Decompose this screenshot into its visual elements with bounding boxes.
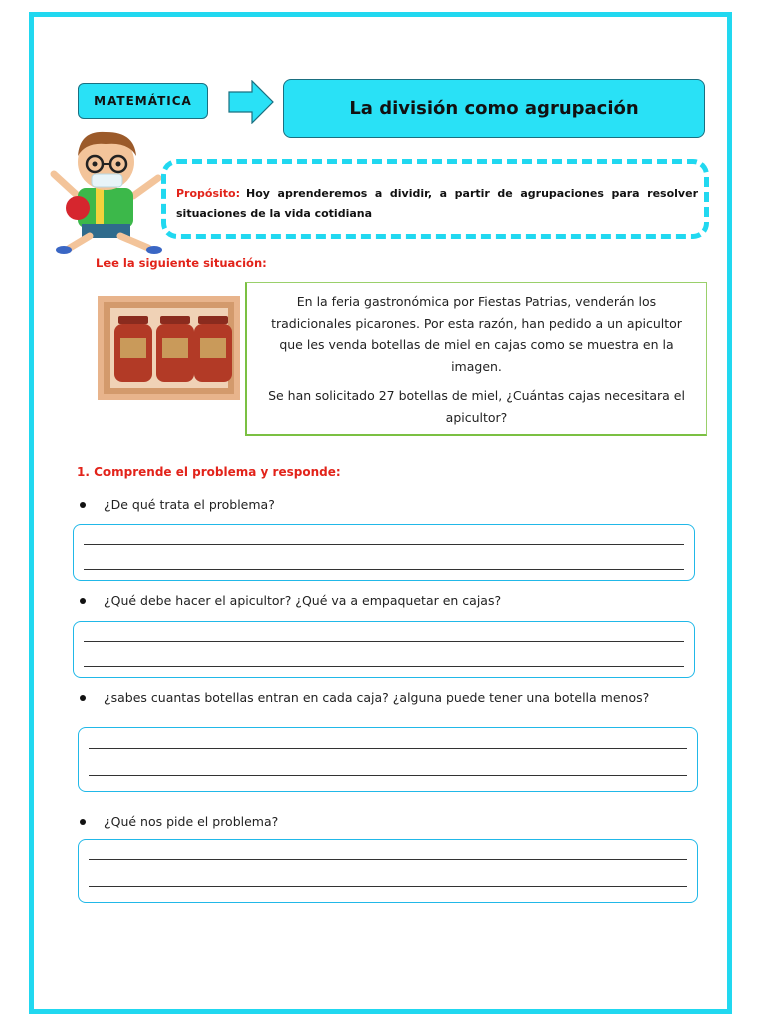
answer-line [89, 748, 687, 749]
question-3 [80, 690, 649, 705]
bullet-icon [80, 598, 86, 604]
bullet-icon [80, 502, 86, 508]
question-4 [80, 814, 278, 829]
answer-box-3[interactable] [78, 727, 698, 792]
answer-line [89, 859, 687, 860]
bullet-icon [80, 819, 86, 825]
answer-box-1[interactable] [73, 524, 695, 581]
honey-jars-box [98, 296, 240, 400]
situation-paragraph-2: Se han solicitado 27 botellas de miel, ¿Cuántas cajas necesitara el apicultor? [268, 388, 685, 425]
student-character [48, 126, 168, 256]
question-2-text: ¿Qué debe hacer el apicultor? ¿Qué va a empaquetar en cajas? [104, 593, 502, 608]
answer-line [89, 775, 687, 776]
right-arrow-icon [228, 80, 274, 124]
answer-line [84, 666, 684, 667]
question-4-text: ¿Qué nos pide el problema? [104, 814, 279, 829]
bullet-icon [80, 695, 86, 701]
situation-text-box [245, 282, 707, 436]
question-2 [80, 593, 501, 608]
answer-line [89, 886, 687, 887]
purpose-label: Propósito: [176, 187, 241, 200]
subject-badge: MATEMÁTICA [78, 83, 208, 119]
question-1-text: ¿De qué trata el problema? [104, 497, 275, 512]
answer-line [84, 544, 684, 545]
purpose-text: Hoy aprenderemos a dividir, a partir de agrupaciones para resolver situaciones de la vida cotidiana [176, 187, 698, 220]
answer-line [84, 569, 684, 570]
question-1 [80, 497, 275, 512]
question-3-text: ¿sabes cuantas botellas entran en cada caja? ¿alguna puede tener una botella menos? [104, 690, 650, 705]
answer-line [84, 641, 684, 642]
purpose-box [161, 159, 709, 239]
situation-label: Lee la siguiente situación: [96, 256, 267, 270]
section-1-title: 1. Comprende el problema y responde: [77, 465, 341, 479]
page-title: La división como agrupación [283, 79, 705, 138]
answer-box-4[interactable] [78, 839, 698, 903]
answer-box-2[interactable] [73, 621, 695, 678]
situation-paragraph-1: En la feria gastronómica por Fiestas Patrias, venderán los tradicionales picarones. Por esta razón, han pedido a un apicultor que les venda botellas de miel en cajas como se muestra en la imagen. [271, 294, 682, 374]
